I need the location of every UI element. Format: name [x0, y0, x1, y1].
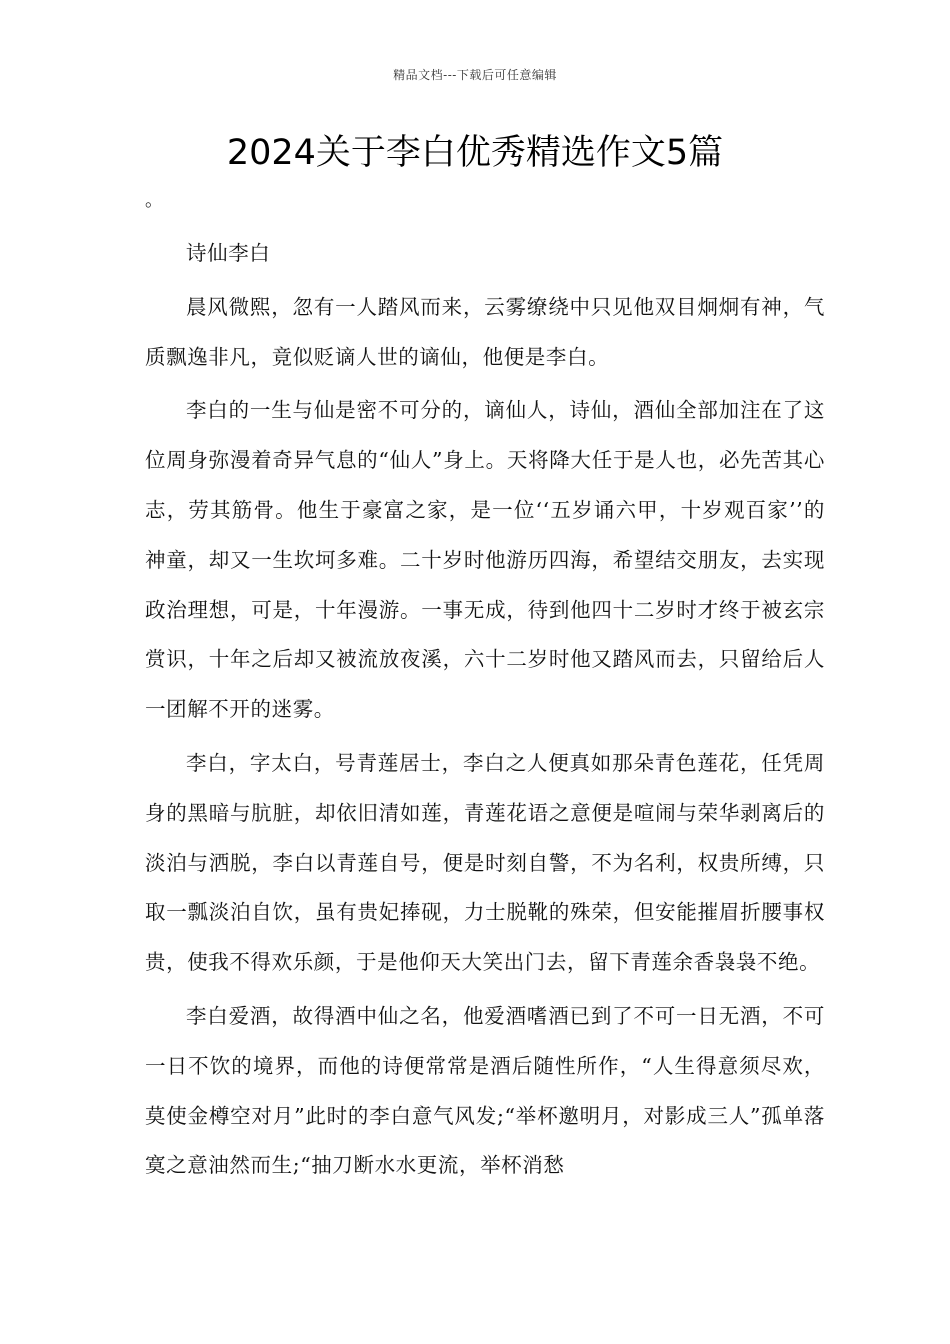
paragraph-subtitle: 诗仙李白 [186, 241, 271, 265]
document-body [145, 229, 825, 1195]
paragraph: 晨风微熙，忽有一人踏风而来，云雾缭绕中只见他双目炯炯有神，气质飘逸非凡，竟似贬谪人世的谪仙，他便是李白。 [145, 294, 825, 369]
paragraph: 李白爱酒，故得酒中仙之名，他爱酒嗜酒已到了不可一日无酒，不可一日不饮的境界，而他的诗便常常是酒后随性所作，“人生得意须尽欢，莫使金樽空对月”此时的李白意气风发;“举杯邀明月，对影成三人”孤单落寞之意油然而生;“抽刀断水水更流，举杯消愁 [145, 1003, 825, 1178]
document-title: 2024关于李白优秀精选作文5篇 [226, 133, 724, 173]
paragraph: 李白的一生与仙是密不可分的，谪仙人，诗仙，酒仙全部加注在了这位周身弥漫着奇异气息的“仙人”身上。天将降大任于是人也，必先苦其心志，劳其筋骨。他生于豪富之家，是一位‘‘五岁诵六甲，十岁观百家’’的神童，却又一生坎坷多难。二十岁时他游历四海，希望结交朋友，去实现政治理想，可是，十年漫游。一事无成，待到他四十二岁时才终于被玄宗赏识，十年之后却又被流放夜溪，六十二岁时他又踏风而去，只留给后人一团解不开的迷雾。 [145, 398, 825, 722]
header-note: 精品文档---下载后可任意编辑 [393, 68, 557, 82]
stray-punctuation: 。 [145, 190, 163, 211]
paragraph: 李白，字太白，号青莲居士，李白之人便真如那朵青色莲花，任凭周身的黑暗与肮脏，却依旧清如莲，青莲花语之意便是喧闹与荣华剥离后的淡泊与洒脱，李白以青莲自号，便是时刻自警，不为名利，权贵所缚，只取一瓢淡泊自饮，虽有贵妃捧砚，力士脱靴的殊荣，但安能摧眉折腰事权贵，使我不得欢乐颜，于是他仰天大笑出门去，留下青莲余香袅袅不绝。 [145, 750, 825, 975]
